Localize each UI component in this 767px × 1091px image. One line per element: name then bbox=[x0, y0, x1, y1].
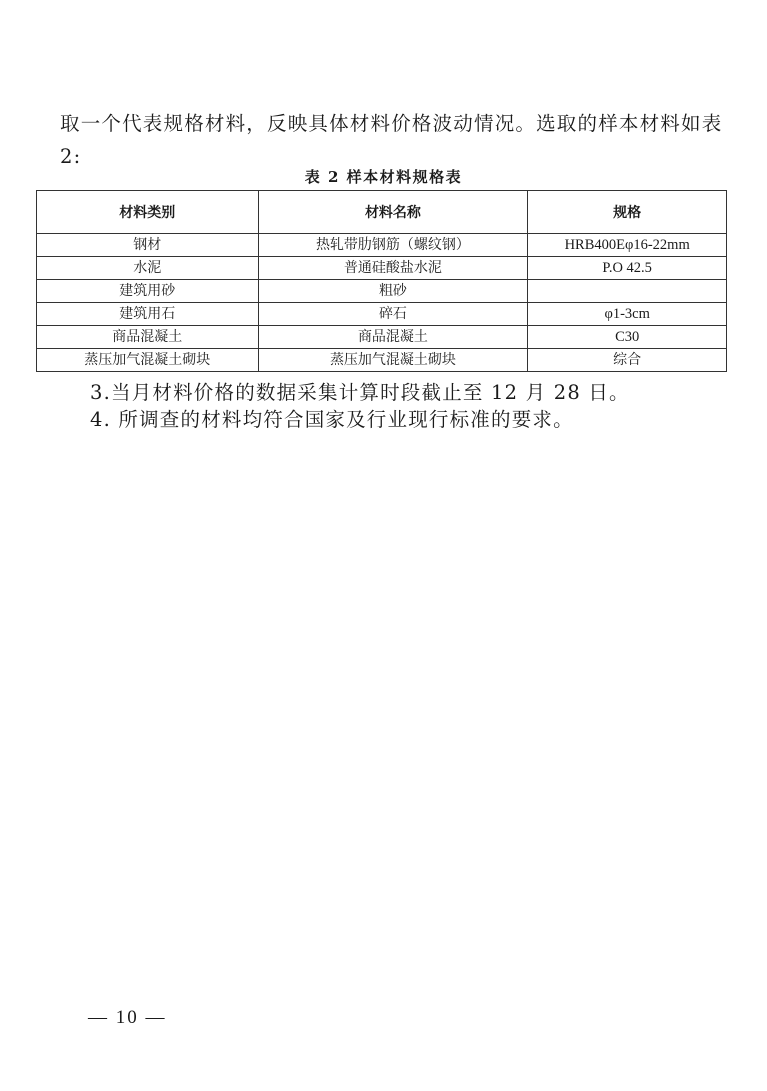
cell-name: 普通硅酸盐水泥 bbox=[258, 257, 528, 280]
cell-name: 热轧带肋钢筋（螺纹钢） bbox=[258, 234, 528, 257]
page-number: — 10 — bbox=[88, 1007, 167, 1028]
cell-name: 商品混凝土 bbox=[258, 326, 528, 349]
table-row bbox=[37, 349, 727, 372]
table-row bbox=[37, 234, 727, 257]
table-row bbox=[37, 280, 727, 303]
cell-category: 水泥 bbox=[37, 257, 259, 280]
table-header-row bbox=[37, 191, 727, 234]
cell-spec: P.O 42.5 bbox=[528, 257, 727, 280]
intro-paragraph: 取一个代表规格材料，反映具体材料价格波动情况。选取的样本材料如表 2: bbox=[60, 112, 723, 168]
header-name: 材料名称 bbox=[258, 191, 528, 234]
cell-name: 粗砂 bbox=[258, 280, 528, 303]
cell-category: 建筑用石 bbox=[37, 303, 259, 326]
cell-category: 蒸压加气混凝土砌块 bbox=[37, 349, 259, 372]
cell-name: 蒸压加气混凝土砌块 bbox=[258, 349, 528, 372]
table-row bbox=[37, 326, 727, 349]
material-spec-table bbox=[36, 190, 727, 372]
cell-spec: C30 bbox=[528, 326, 727, 349]
cell-spec: φ1-3cm bbox=[528, 303, 727, 326]
cell-spec: HRB400Eφ16-22mm bbox=[528, 234, 727, 257]
cell-category: 建筑用砂 bbox=[37, 280, 259, 303]
cell-spec: 综合 bbox=[528, 349, 727, 372]
cell-category: 商品混凝土 bbox=[37, 326, 259, 349]
table-row bbox=[37, 303, 727, 326]
table-row bbox=[37, 257, 727, 280]
note-4: 4. 所调查的材料均符合国家及行业现行标准的要求。 bbox=[90, 408, 574, 431]
cell-spec bbox=[528, 280, 727, 303]
header-category: 材料类别 bbox=[37, 191, 259, 234]
table-caption: 表 2 样本材料规格表 bbox=[304, 168, 463, 186]
cell-category: 钢材 bbox=[37, 234, 259, 257]
cell-name: 碎石 bbox=[258, 303, 528, 326]
header-spec: 规格 bbox=[528, 191, 727, 234]
note-3: 3.当月材料价格的数据采集计算时段截止至 12 月 28 日。 bbox=[90, 381, 630, 404]
